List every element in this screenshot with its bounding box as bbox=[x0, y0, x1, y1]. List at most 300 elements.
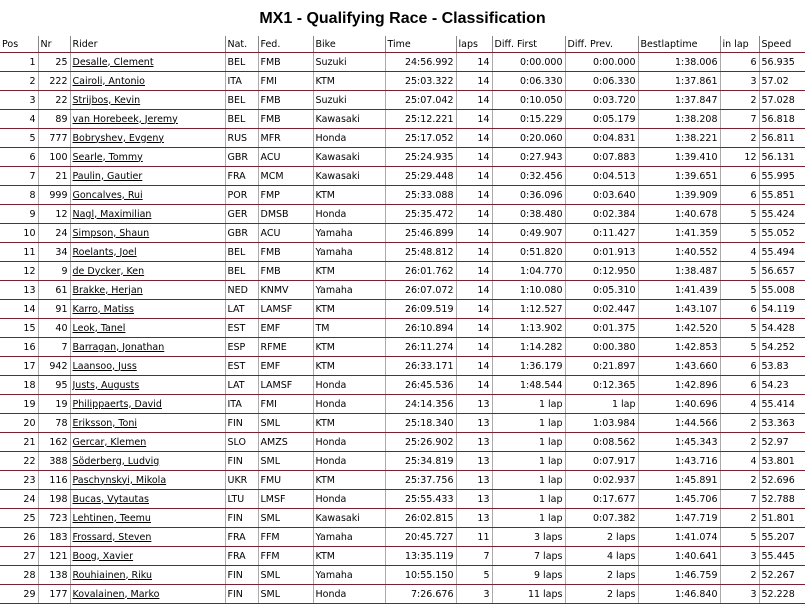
cell-nr: 22 bbox=[38, 91, 70, 110]
cell-speed: 53.83 bbox=[759, 357, 805, 376]
cell-time: 25:34.819 bbox=[385, 452, 456, 471]
cell-bike: KTM bbox=[313, 300, 385, 319]
cell-rider bbox=[70, 471, 225, 490]
cell-diff-prev: 2 laps bbox=[565, 585, 638, 604]
cell-pos: 5 bbox=[0, 129, 38, 148]
cell-speed: 54.252 bbox=[759, 338, 805, 357]
cell-in-lap: 4 bbox=[720, 452, 759, 471]
rider-link[interactable]: Brakke, Herjan bbox=[72, 284, 143, 296]
cell-speed: 55.851 bbox=[759, 186, 805, 205]
cell-time: 7:26.676 bbox=[385, 585, 456, 604]
cell-nat: LAT bbox=[225, 376, 258, 395]
cell-nat: GBR bbox=[225, 224, 258, 243]
cell-diff-first: 1:48.544 bbox=[492, 376, 565, 395]
cell-diff-first: 3 laps bbox=[492, 528, 565, 547]
cell-nr: 121 bbox=[38, 547, 70, 566]
cell-nr: 942 bbox=[38, 357, 70, 376]
cell-diff-first: 0:38.480 bbox=[492, 205, 565, 224]
cell-bestlaptime: 1:46.840 bbox=[638, 585, 720, 604]
cell-laps: 14 bbox=[456, 319, 492, 338]
col-header-in-lap: in lap bbox=[720, 36, 759, 53]
col-header-speed: Speed bbox=[759, 36, 805, 53]
cell-nat: FIN bbox=[225, 585, 258, 604]
cell-nr: 777 bbox=[38, 129, 70, 148]
cell-speed: 54.23 bbox=[759, 376, 805, 395]
cell-fed: FMI bbox=[258, 72, 313, 91]
cell-diff-prev: 0:03.640 bbox=[565, 186, 638, 205]
cell-in-lap: 7 bbox=[720, 490, 759, 509]
cell-diff-first: 0:49.907 bbox=[492, 224, 565, 243]
cell-in-lap: 4 bbox=[720, 243, 759, 262]
cell-bike: Honda bbox=[313, 129, 385, 148]
rider-link[interactable]: de Dycker, Ken bbox=[72, 265, 145, 277]
cell-pos: 21 bbox=[0, 433, 38, 452]
cell-nat: NED bbox=[225, 281, 258, 300]
rider-link[interactable]: Söderberg, Ludvig bbox=[72, 455, 160, 467]
cell-nr: 116 bbox=[38, 471, 70, 490]
cell-bestlaptime: 1:47.719 bbox=[638, 509, 720, 528]
table-row bbox=[0, 167, 805, 186]
cell-bike: Suzuki bbox=[313, 91, 385, 110]
cell-bestlaptime: 1:40.641 bbox=[638, 547, 720, 566]
cell-bike: Kawasaki bbox=[313, 110, 385, 129]
cell-bike: Honda bbox=[313, 205, 385, 224]
col-header-rider: Rider bbox=[70, 36, 225, 53]
col-header-pos: Pos bbox=[0, 36, 38, 53]
cell-bestlaptime: 1:39.651 bbox=[638, 167, 720, 186]
cell-pos: 25 bbox=[0, 509, 38, 528]
rider-link[interactable]: van Horebeek, Jeremy bbox=[72, 113, 178, 125]
cell-nat: LAT bbox=[225, 300, 258, 319]
cell-time: 25:55.433 bbox=[385, 490, 456, 509]
cell-bestlaptime: 1:40.678 bbox=[638, 205, 720, 224]
cell-in-lap: 2 bbox=[720, 91, 759, 110]
cell-nr: 89 bbox=[38, 110, 70, 129]
cell-bike: KTM bbox=[313, 72, 385, 91]
rider-link[interactable]: Philippaerts, David bbox=[72, 398, 162, 410]
cell-diff-prev: 2 laps bbox=[565, 566, 638, 585]
cell-nat: GER bbox=[225, 205, 258, 224]
cell-rider bbox=[70, 395, 225, 414]
rider-link[interactable]: Lehtinen, Teemu bbox=[72, 512, 151, 524]
cell-pos: 6 bbox=[0, 148, 38, 167]
cell-diff-prev: 1 lap bbox=[565, 395, 638, 414]
cell-laps: 13 bbox=[456, 471, 492, 490]
cell-rider bbox=[70, 224, 225, 243]
cell-diff-prev: 0:04.513 bbox=[565, 167, 638, 186]
table-row bbox=[0, 262, 805, 281]
cell-bike: Honda bbox=[313, 452, 385, 471]
cell-diff-first: 0:06.330 bbox=[492, 72, 565, 91]
cell-bike: Yamaha bbox=[313, 528, 385, 547]
table-row bbox=[0, 414, 805, 433]
cell-in-lap: 3 bbox=[720, 72, 759, 91]
cell-pos: 20 bbox=[0, 414, 38, 433]
cell-bike: KTM bbox=[313, 547, 385, 566]
cell-rider bbox=[70, 452, 225, 471]
cell-bike: KTM bbox=[313, 186, 385, 205]
cell-diff-first: 1 lap bbox=[492, 452, 565, 471]
cell-diff-prev: 0:07.382 bbox=[565, 509, 638, 528]
cell-bike: KTM bbox=[313, 357, 385, 376]
cell-time: 25:12.221 bbox=[385, 110, 456, 129]
cell-nat: ITA bbox=[225, 395, 258, 414]
cell-rider bbox=[70, 110, 225, 129]
cell-laps: 14 bbox=[456, 376, 492, 395]
cell-fed: FMU bbox=[258, 471, 313, 490]
cell-rider bbox=[70, 509, 225, 528]
cell-fed: FMB bbox=[258, 243, 313, 262]
cell-nat: SLO bbox=[225, 433, 258, 452]
table-row bbox=[0, 186, 805, 205]
col-header-bestlaptime: Bestlaptime bbox=[638, 36, 720, 53]
table-row bbox=[0, 148, 805, 167]
cell-nr: 177 bbox=[38, 585, 70, 604]
rider-link[interactable]: Gercar, Klemen bbox=[72, 436, 147, 448]
cell-time: 26:02.815 bbox=[385, 509, 456, 528]
cell-nr: 34 bbox=[38, 243, 70, 262]
cell-speed: 53.801 bbox=[759, 452, 805, 471]
cell-in-lap: 2 bbox=[720, 129, 759, 148]
cell-nat: ITA bbox=[225, 72, 258, 91]
cell-nat: FIN bbox=[225, 509, 258, 528]
cell-diff-first: 1:12.527 bbox=[492, 300, 565, 319]
table-row bbox=[0, 91, 805, 110]
cell-speed: 55.052 bbox=[759, 224, 805, 243]
cell-laps: 14 bbox=[456, 167, 492, 186]
cell-laps: 5 bbox=[456, 566, 492, 585]
table-row bbox=[0, 509, 805, 528]
cell-in-lap: 5 bbox=[720, 528, 759, 547]
cell-speed: 56.131 bbox=[759, 148, 805, 167]
cell-bestlaptime: 1:40.696 bbox=[638, 395, 720, 414]
rider-link[interactable]: Boog, Xavier bbox=[72, 550, 134, 562]
cell-fed: SML bbox=[258, 452, 313, 471]
cell-rider bbox=[70, 490, 225, 509]
rider-link[interactable]: Cairoli, Antonio bbox=[72, 75, 145, 87]
cell-pos: 14 bbox=[0, 300, 38, 319]
cell-nat: FIN bbox=[225, 452, 258, 471]
cell-nr: 25 bbox=[38, 53, 70, 72]
cell-nat: BEL bbox=[225, 110, 258, 129]
table-row bbox=[0, 300, 805, 319]
rider-link[interactable]: Justs, Augusts bbox=[72, 379, 140, 391]
cell-laps: 14 bbox=[456, 129, 492, 148]
rider-link[interactable]: Roelants, Joel bbox=[72, 246, 137, 258]
cell-nat: FRA bbox=[225, 167, 258, 186]
cell-diff-first: 0:15.229 bbox=[492, 110, 565, 129]
table-row bbox=[0, 566, 805, 585]
cell-diff-prev: 0:06.330 bbox=[565, 72, 638, 91]
cell-bestlaptime: 1:43.660 bbox=[638, 357, 720, 376]
table-row bbox=[0, 281, 805, 300]
table-row bbox=[0, 243, 805, 262]
cell-bike: Honda bbox=[313, 376, 385, 395]
cell-laps: 14 bbox=[456, 357, 492, 376]
cell-diff-prev: 2 laps bbox=[565, 528, 638, 547]
rider-link[interactable]: Karro, Matiss bbox=[72, 303, 134, 315]
cell-laps: 14 bbox=[456, 262, 492, 281]
rider-link[interactable]: Nagl, Maximilian bbox=[72, 208, 152, 220]
rider-link[interactable]: Eriksson, Toni bbox=[72, 417, 137, 429]
cell-laps: 13 bbox=[456, 490, 492, 509]
cell-laps: 13 bbox=[456, 395, 492, 414]
cell-fed: SML bbox=[258, 509, 313, 528]
table-row bbox=[0, 452, 805, 471]
cell-bestlaptime: 1:38.006 bbox=[638, 53, 720, 72]
cell-laps: 13 bbox=[456, 452, 492, 471]
cell-bike: Honda bbox=[313, 395, 385, 414]
cell-laps: 14 bbox=[456, 224, 492, 243]
cell-laps: 14 bbox=[456, 300, 492, 319]
cell-rider bbox=[70, 300, 225, 319]
cell-nat: LTU bbox=[225, 490, 258, 509]
cell-bestlaptime: 1:42.896 bbox=[638, 376, 720, 395]
cell-laps: 14 bbox=[456, 281, 492, 300]
cell-fed: MFR bbox=[258, 129, 313, 148]
cell-rider bbox=[70, 205, 225, 224]
table-row bbox=[0, 395, 805, 414]
cell-time: 26:10.894 bbox=[385, 319, 456, 338]
cell-laps: 14 bbox=[456, 186, 492, 205]
cell-speed: 57.02 bbox=[759, 72, 805, 91]
cell-laps: 14 bbox=[456, 243, 492, 262]
cell-time: 20:45.727 bbox=[385, 528, 456, 547]
cell-time: 25:26.902 bbox=[385, 433, 456, 452]
cell-nat: EST bbox=[225, 319, 258, 338]
rider-link[interactable]: Simpson, Shaun bbox=[72, 227, 150, 239]
cell-nr: 9 bbox=[38, 262, 70, 281]
cell-speed: 54.428 bbox=[759, 319, 805, 338]
cell-speed: 55.207 bbox=[759, 528, 805, 547]
cell-nat: FRA bbox=[225, 547, 258, 566]
cell-speed: 52.696 bbox=[759, 471, 805, 490]
cell-diff-first: 1:13.902 bbox=[492, 319, 565, 338]
cell-bike: KTM bbox=[313, 471, 385, 490]
cell-rider bbox=[70, 243, 225, 262]
rider-link[interactable]: Paschynskyi, Mikola bbox=[72, 474, 167, 486]
table-row bbox=[0, 433, 805, 452]
cell-time: 26:01.762 bbox=[385, 262, 456, 281]
cell-fed: MCM bbox=[258, 167, 313, 186]
table-row bbox=[0, 585, 805, 604]
cell-time: 25:48.812 bbox=[385, 243, 456, 262]
cell-diff-first: 9 laps bbox=[492, 566, 565, 585]
cell-diff-prev: 1:03.984 bbox=[565, 414, 638, 433]
cell-pos: 16 bbox=[0, 338, 38, 357]
cell-rider bbox=[70, 129, 225, 148]
cell-nr: 388 bbox=[38, 452, 70, 471]
rider-link[interactable]: Rouhiainen, Riku bbox=[72, 569, 153, 581]
cell-time: 25:33.088 bbox=[385, 186, 456, 205]
cell-speed: 55.995 bbox=[759, 167, 805, 186]
table-row bbox=[0, 110, 805, 129]
cell-rider bbox=[70, 566, 225, 585]
cell-fed: KNMV bbox=[258, 281, 313, 300]
cell-nr: 95 bbox=[38, 376, 70, 395]
cell-fed: LMSF bbox=[258, 490, 313, 509]
cell-fed: RFME bbox=[258, 338, 313, 357]
cell-fed: FMB bbox=[258, 110, 313, 129]
cell-diff-prev: 0:02.447 bbox=[565, 300, 638, 319]
cell-speed: 56.657 bbox=[759, 262, 805, 281]
col-header-nr: Nr bbox=[38, 36, 70, 53]
cell-rider bbox=[70, 148, 225, 167]
cell-pos: 19 bbox=[0, 395, 38, 414]
cell-pos: 13 bbox=[0, 281, 38, 300]
cell-nr: 61 bbox=[38, 281, 70, 300]
cell-rider bbox=[70, 414, 225, 433]
rider-link[interactable]: Kovalainen, Marko bbox=[72, 588, 160, 600]
rider-link[interactable]: Paulin, Gautier bbox=[72, 170, 143, 182]
cell-rider bbox=[70, 528, 225, 547]
cell-bike: Yamaha bbox=[313, 243, 385, 262]
cell-in-lap: 2 bbox=[720, 414, 759, 433]
cell-laps: 7 bbox=[456, 547, 492, 566]
cell-laps: 14 bbox=[456, 53, 492, 72]
cell-bestlaptime: 1:38.221 bbox=[638, 129, 720, 148]
cell-diff-prev: 0:00.000 bbox=[565, 53, 638, 72]
cell-fed: SML bbox=[258, 414, 313, 433]
cell-nr: 24 bbox=[38, 224, 70, 243]
cell-diff-first: 0:27.943 bbox=[492, 148, 565, 167]
cell-diff-prev: 0:05.179 bbox=[565, 110, 638, 129]
cell-speed: 52.97 bbox=[759, 433, 805, 452]
cell-bestlaptime: 1:41.439 bbox=[638, 281, 720, 300]
cell-diff-first: 1 lap bbox=[492, 433, 565, 452]
rider-link[interactable]: Strijbos, Kevin bbox=[72, 94, 141, 106]
cell-time: 25:18.340 bbox=[385, 414, 456, 433]
cell-nat: FIN bbox=[225, 566, 258, 585]
cell-time: 26:07.072 bbox=[385, 281, 456, 300]
rider-link[interactable]: Laansoo, Juss bbox=[72, 360, 137, 372]
col-header-diff-prev: Diff. Prev. bbox=[565, 36, 638, 53]
cell-time: 13:35.119 bbox=[385, 547, 456, 566]
rider-link[interactable]: Leok, Tanel bbox=[72, 322, 126, 334]
cell-bestlaptime: 1:42.853 bbox=[638, 338, 720, 357]
cell-speed: 55.008 bbox=[759, 281, 805, 300]
cell-in-lap: 7 bbox=[720, 110, 759, 129]
cell-bike: Honda bbox=[313, 585, 385, 604]
rider-link[interactable]: Bobryshev, Evgeny bbox=[72, 132, 165, 144]
cell-in-lap: 5 bbox=[720, 338, 759, 357]
cell-speed: 54.119 bbox=[759, 300, 805, 319]
rider-link[interactable]: Bucas, Vytautas bbox=[72, 493, 150, 505]
cell-fed: SML bbox=[258, 585, 313, 604]
col-header-nat: Nat. bbox=[225, 36, 258, 53]
cell-bike: KTM bbox=[313, 414, 385, 433]
cell-in-lap: 4 bbox=[720, 395, 759, 414]
cell-fed: ACU bbox=[258, 148, 313, 167]
cell-diff-first: 11 laps bbox=[492, 585, 565, 604]
cell-nr: 40 bbox=[38, 319, 70, 338]
cell-diff-prev: 0:02.384 bbox=[565, 205, 638, 224]
cell-diff-first: 7 laps bbox=[492, 547, 565, 566]
cell-diff-prev: 0:12.365 bbox=[565, 376, 638, 395]
rider-link[interactable]: Frossard, Steven bbox=[72, 531, 152, 543]
cell-rider bbox=[70, 53, 225, 72]
cell-bestlaptime: 1:46.759 bbox=[638, 566, 720, 585]
cell-speed: 52.788 bbox=[759, 490, 805, 509]
table-row bbox=[0, 205, 805, 224]
cell-time: 25:24.935 bbox=[385, 148, 456, 167]
cell-pos: 11 bbox=[0, 243, 38, 262]
cell-laps: 3 bbox=[456, 585, 492, 604]
cell-bike: Honda bbox=[313, 433, 385, 452]
cell-speed: 52.267 bbox=[759, 566, 805, 585]
page-title: MX1 - Qualifying Race - Classification bbox=[259, 10, 546, 27]
cell-nr: 723 bbox=[38, 509, 70, 528]
cell-diff-prev: 0:07.917 bbox=[565, 452, 638, 471]
cell-in-lap: 5 bbox=[720, 319, 759, 338]
cell-speed: 57.028 bbox=[759, 91, 805, 110]
cell-time: 26:45.536 bbox=[385, 376, 456, 395]
cell-speed: 52.228 bbox=[759, 585, 805, 604]
cell-speed: 51.801 bbox=[759, 509, 805, 528]
cell-speed: 55.445 bbox=[759, 547, 805, 566]
table-row bbox=[0, 357, 805, 376]
cell-pos: 3 bbox=[0, 91, 38, 110]
rider-link[interactable]: Barragan, Jonathan bbox=[72, 341, 165, 353]
cell-nat: GBR bbox=[225, 148, 258, 167]
cell-bestlaptime: 1:45.343 bbox=[638, 433, 720, 452]
cell-fed: FMB bbox=[258, 262, 313, 281]
cell-bike: Kawasaki bbox=[313, 148, 385, 167]
cell-laps: 11 bbox=[456, 528, 492, 547]
cell-time: 25:03.322 bbox=[385, 72, 456, 91]
col-header-time: Time bbox=[385, 36, 456, 53]
cell-bestlaptime: 1:37.847 bbox=[638, 91, 720, 110]
rider-link[interactable]: Desalle, Clement bbox=[72, 56, 154, 68]
rider-link[interactable]: Goncalves, Rui bbox=[72, 189, 143, 201]
cell-bestlaptime: 1:45.891 bbox=[638, 471, 720, 490]
cell-pos: 24 bbox=[0, 490, 38, 509]
cell-nr: 100 bbox=[38, 148, 70, 167]
cell-diff-first: 1:04.770 bbox=[492, 262, 565, 281]
cell-bike: Yamaha bbox=[313, 566, 385, 585]
cell-diff-first: 0:51.820 bbox=[492, 243, 565, 262]
cell-in-lap: 6 bbox=[720, 167, 759, 186]
cell-pos: 1 bbox=[0, 53, 38, 72]
cell-in-lap: 6 bbox=[720, 300, 759, 319]
cell-diff-first: 0:00.000 bbox=[492, 53, 565, 72]
cell-in-lap: 6 bbox=[720, 53, 759, 72]
cell-rider bbox=[70, 357, 225, 376]
cell-bestlaptime: 1:38.208 bbox=[638, 110, 720, 129]
cell-time: 25:29.448 bbox=[385, 167, 456, 186]
cell-diff-prev: 0:12.950 bbox=[565, 262, 638, 281]
cell-nr: 21 bbox=[38, 167, 70, 186]
cell-bike: Yamaha bbox=[313, 281, 385, 300]
cell-nr: 183 bbox=[38, 528, 70, 547]
cell-diff-prev: 0:08.562 bbox=[565, 433, 638, 452]
cell-diff-prev: 0:11.427 bbox=[565, 224, 638, 243]
cell-nat: POR bbox=[225, 186, 258, 205]
cell-laps: 14 bbox=[456, 148, 492, 167]
cell-diff-prev: 4 laps bbox=[565, 547, 638, 566]
cell-diff-prev: 0:05.310 bbox=[565, 281, 638, 300]
cell-fed: FFM bbox=[258, 547, 313, 566]
table-row bbox=[0, 319, 805, 338]
rider-link[interactable]: Searle, Tommy bbox=[72, 151, 143, 163]
cell-fed: LAMSF bbox=[258, 300, 313, 319]
cell-pos: 18 bbox=[0, 376, 38, 395]
cell-diff-prev: 0:01.375 bbox=[565, 319, 638, 338]
cell-rider bbox=[70, 547, 225, 566]
cell-nr: 91 bbox=[38, 300, 70, 319]
cell-diff-first: 0:36.096 bbox=[492, 186, 565, 205]
cell-diff-first: 1 lap bbox=[492, 471, 565, 490]
